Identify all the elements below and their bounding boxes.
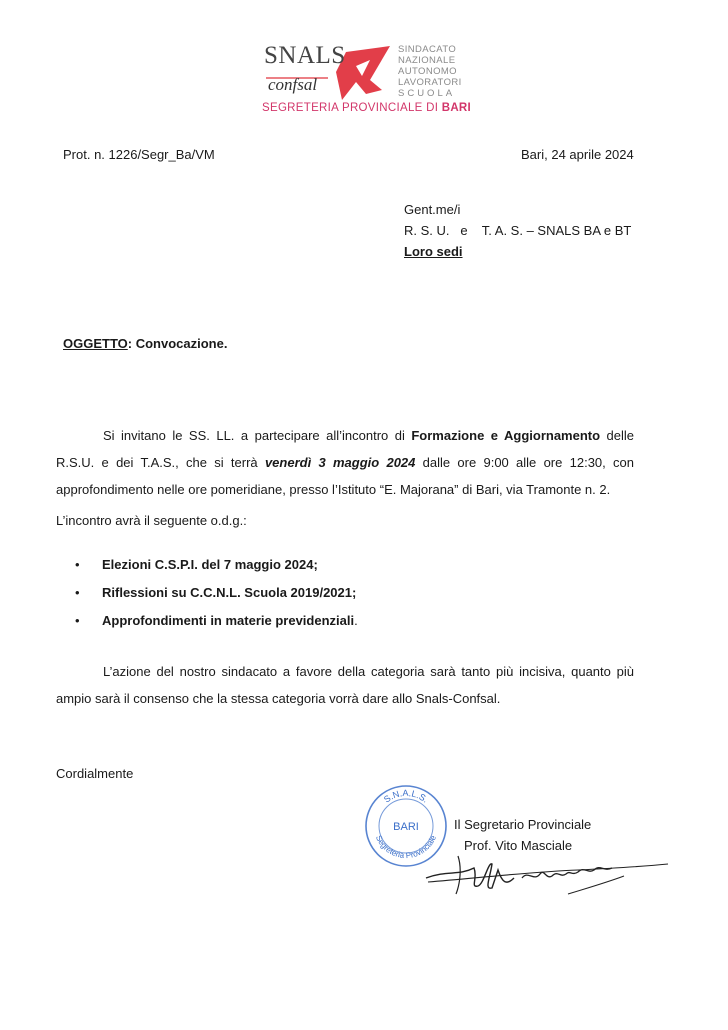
stamp-bottom-text: Segreteria Provinciale [373,833,439,861]
bullet-icon: • [75,557,80,572]
agenda-list [75,551,358,635]
office-city: BARI [441,102,472,114]
sub-brand-name: confsal [268,75,318,94]
signatory-name: Prof. Vito Masciale [464,838,573,853]
body-paragraph-invitation [56,422,634,503]
body-text: delle R.S.U. e dei T.A.S., che si terrà [56,428,635,470]
agenda-item-text: Elezioni C.S.P.I. del 7 maggio 2024; [102,557,318,572]
agenda-item [75,607,358,635]
event-title: Formazione e Aggiornamento [411,428,601,443]
agenda-item [75,579,358,607]
signatory-role: Il Segretario Provinciale [454,817,592,832]
union-line: NAZIONALE [398,55,456,66]
agenda-item-trail: . [354,613,358,628]
body-text: Si invitano le SS. LL. a partecipare all’incontro di [103,428,412,443]
subject-text: : Convocazione. [127,336,228,351]
handwritten-signature [418,848,678,910]
union-line: LAVORATORI [398,77,462,88]
office-prefix: SEGRETERIA PROVINCIALE DI [262,102,442,114]
event-date: venerdì 3 maggio 2024 [264,455,416,470]
union-line: SINDACATO [398,44,457,55]
body-text: dalle ore 9:00 alle ore 12:30, con approfondimento nelle ore pomeridiane, presso l’Istituto “E. Majorana” di Bari, via Tramonte n. 2. [56,455,635,497]
bullet-icon: • [75,585,80,600]
union-full-name [398,44,462,99]
union-line: SCUOLA [398,88,456,99]
letterhead [0,0,728,125]
subject-line [63,336,227,351]
recipients-salutation: Gent.me/i [404,202,461,217]
stamp-center-text: BARI [393,821,419,833]
brand-name: SNALS [264,42,346,69]
agenda-item-text: Approfondimenti in materie previdenziali [102,613,355,628]
closing-salutation: Cordialmente [56,766,134,781]
recipients-closing: Loro sedi [404,244,463,259]
union-line: AUTONOMO [398,66,457,77]
stamp-top-text: S.N.A.L.S. [381,787,431,805]
protocol-number: Prot. n. 1226/Segr_Ba/VM [63,147,215,162]
agenda-intro: L’incontro avrà il seguente o.d.g.: [56,513,247,528]
agenda-item-text: Riflessioni su C.C.N.L. Scuola 2019/2021; [102,585,357,600]
office-name [262,102,471,114]
body-paragraph-closing: L’azione del nostro sindacato a favore della categoria sarà tanto più incisiva, quanto più ampio sarà il consenso che la stessa categoria vorrà dare allo Snals-Confsal. [56,664,634,706]
recipients-line: R. S. U. e T. A. S. – SNALS BA e BT [404,223,632,238]
agenda-item [75,551,358,579]
subject-label: OGGETTO [63,336,128,351]
recipients-block [404,199,631,262]
letter-date: Bari, 24 aprile 2024 [521,147,634,162]
bullet-icon: • [75,613,80,628]
